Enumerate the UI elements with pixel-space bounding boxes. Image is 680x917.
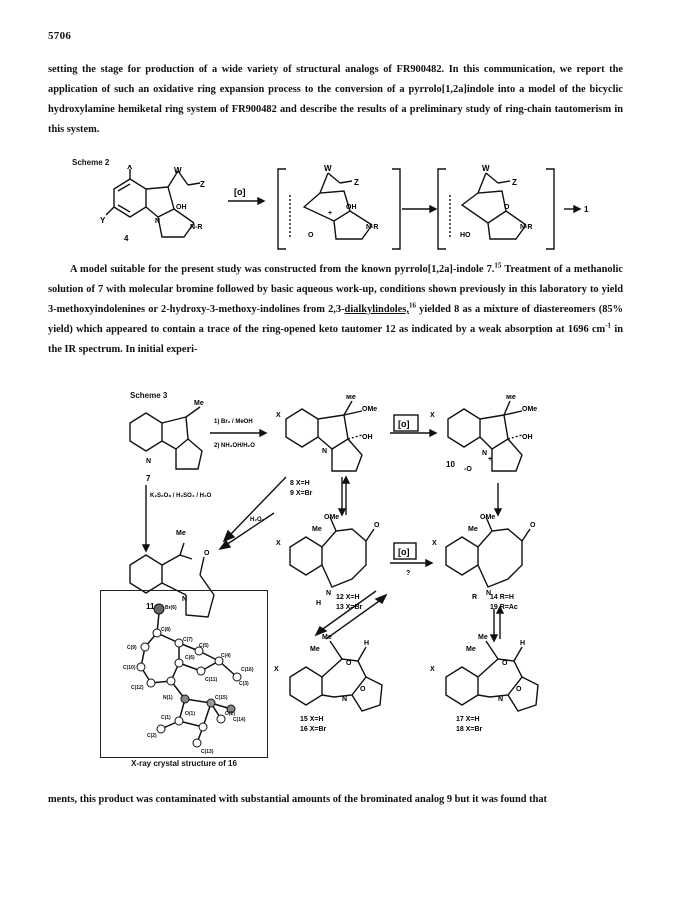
s2-oh2: OH: [346, 204, 357, 211]
s2-product: 1: [584, 205, 589, 214]
compound-8: 8 X=H: [290, 480, 310, 487]
xray-atom-o2: O(2): [225, 711, 235, 717]
s2-z3: Z: [512, 178, 517, 187]
compound-18: 18 X=Br: [456, 726, 483, 733]
s3-14-me: Me: [468, 526, 478, 533]
xray-atom-br6: Br(6): [165, 605, 177, 611]
paragraph-intro-text: setting the stage for production of a wide variety of structural analogs of FR900482. In this communication, we report the application of such an oxidative ring expansion process to the conversion of a pyrrolo[1,2a]indole into a model of the bicyclic hydroxylamine hemiketal ring system of FR900482 and describe the results of a preliminary study of ring-chain tautomerism in this system.: [48, 64, 623, 135]
s3-17-x: X: [430, 666, 435, 673]
xray-atom-n1: N(1): [163, 695, 173, 701]
reagent-oxidant-2: [o]: [398, 547, 410, 557]
xray-atom-c4: C(4): [221, 653, 231, 659]
superscript-minus-one: -1: [605, 321, 612, 330]
s3-12-o: O: [374, 522, 380, 529]
reagent-peroxide: H₂O₂: [250, 517, 265, 523]
xray-atom-o1: O(1): [185, 711, 195, 717]
compound-14: 14 R=H: [490, 594, 514, 601]
s2-reagent: [o]: [234, 187, 246, 197]
s3-8-me: Me: [346, 395, 356, 401]
s3-10-o: -O: [464, 466, 472, 473]
ref-15: 15: [494, 261, 502, 270]
xray-caption: X-ray crystal structure of 16: [131, 759, 237, 768]
s2-o3: O: [504, 204, 510, 211]
s3-14-ome: OMe: [480, 514, 496, 521]
p2-text-2: Treatment of a methanolic solution of 7 with molecular bromine followed by basic aqueous work-up, conditions shown previously in this laboratory to yield 3-methoxyindolenines or 2-hydroxy-3-methoxy-indolines from 2,3-: [48, 264, 623, 315]
s3-12-h: H: [316, 600, 322, 607]
xray-atom-c14: C(14): [233, 717, 246, 723]
s3-8-x: X: [276, 412, 281, 419]
p2-text-4: in the IR spectrum. In initial experi-: [48, 324, 623, 355]
compound-17: 17 X=H: [456, 716, 480, 723]
xray-atom-c9: C(9): [127, 645, 137, 651]
s2-ho: HO: [460, 232, 471, 239]
s3-8-ome: OMe: [362, 406, 378, 413]
compound-9: 9 X=Br: [290, 490, 313, 497]
s3-7-n: N: [146, 458, 152, 465]
s3-17-n: N: [498, 696, 504, 703]
scheme3-label: Scheme 3: [130, 391, 168, 400]
s3-17-o: O: [502, 660, 508, 667]
xray-atom-c11: C(11): [205, 677, 218, 683]
compound-19: 19 R=Ac: [490, 604, 518, 611]
s3-17-h: H: [520, 640, 526, 647]
s3-10-me: Me: [506, 395, 516, 401]
s2-nr: N-R: [190, 224, 203, 231]
s3-12-x: X: [276, 540, 281, 547]
compound-11: 11: [146, 602, 155, 611]
page-number: 5706: [48, 30, 72, 42]
s3-15-me2: Me: [310, 646, 320, 653]
s2-x: X: [127, 165, 133, 171]
s3-7-me: Me: [194, 400, 204, 407]
s3-11-n: N: [182, 596, 188, 603]
ref-16: 16: [408, 301, 416, 310]
s2-n: N: [155, 218, 161, 225]
s3-14-x: X: [432, 540, 437, 547]
s2-w3: W: [482, 165, 490, 173]
xray-atom-c8: C(8): [161, 627, 171, 633]
xray-atom-c5: C(5): [199, 643, 209, 649]
compound-13: 13 X=Br: [336, 604, 363, 611]
s2-compound: 4: [124, 234, 129, 243]
s3-14-n: N: [486, 590, 492, 597]
compound-10: 10: [446, 460, 455, 469]
s3-14-r: R: [472, 594, 478, 601]
s3-10-n: N: [482, 450, 488, 457]
xray-atom-c7: C(7): [183, 637, 193, 643]
s3-12-n: N: [326, 590, 332, 597]
p2-text-1: A model suitable for the present study was constructed from the known pyrrolo[1,2a]-indole 7.: [70, 264, 495, 275]
xray-atom-c13: C(13): [201, 749, 214, 755]
scheme2-label: Scheme 2: [72, 158, 110, 167]
s3-11-o: O: [204, 550, 210, 557]
s3-17-o2: O: [516, 686, 522, 693]
s3-11-me: Me: [176, 530, 186, 537]
reagent-step2: 2) NH₄OH/H₂O: [214, 443, 255, 449]
s3-8-oh: OH: [362, 434, 373, 441]
s3-15-x: X: [274, 666, 279, 673]
s2-oh: OH: [176, 204, 187, 211]
xray-atom-c1: C(1): [161, 715, 171, 721]
s3-15-h: H: [364, 640, 370, 647]
reagent-step1: 1) Br₂ / MeOH: [214, 419, 253, 425]
s3-17-me2: Me: [466, 646, 476, 653]
xray-atom-c2: C(2): [147, 733, 157, 739]
s2-w2: W: [324, 165, 332, 173]
s3-15-n: N: [342, 696, 348, 703]
xray-atom-c12: C(12): [131, 685, 144, 691]
reagent-question: ?: [406, 570, 411, 577]
xray-structure-figure: [100, 590, 268, 758]
s2-w: W: [174, 166, 182, 175]
s3-12-me: Me: [312, 526, 322, 533]
xray-atom-c3: C(3): [239, 681, 249, 687]
s3-15-o: O: [346, 660, 352, 667]
s3-10-ome: OMe: [522, 406, 538, 413]
s3-12-ome: OMe: [324, 514, 340, 521]
s3-8-n: N: [322, 448, 328, 455]
paragraph-model: [48, 260, 623, 360]
xray-atom-c15: C(15): [215, 695, 228, 701]
reagent-persulfate: K₂S₂O₈ / H₂SO₄ / H₂O: [150, 493, 212, 499]
xray-atom-c6: C(6): [185, 655, 195, 661]
p2-underlined: dialkylindoles,: [344, 304, 409, 315]
xray-atom-c10: C(10): [123, 665, 136, 671]
s3-14-o: O: [530, 522, 536, 529]
s2-nr2: N-R: [366, 224, 379, 231]
compound-7: 7: [146, 474, 151, 483]
compound-12: 12 X=H: [336, 594, 360, 601]
s3-10-oh: OH: [522, 434, 533, 441]
s2-nr3: N-R: [520, 224, 533, 231]
s2-z: Z: [200, 180, 205, 189]
paragraph-continuation: [48, 790, 623, 810]
s3-15-o2: O: [360, 686, 366, 693]
reagent-oxidant: [o]: [398, 419, 410, 429]
paragraph-intro: [48, 60, 623, 140]
p2-text-3: yielded 8 as a mixture of diastereomers (85% yield) which appeared to contain a trace of the ring-opened keto tautomer 12 as indicated by a weak absorption at 1696 cm: [48, 304, 623, 335]
xray-atom-c16: C(16): [241, 667, 254, 673]
s3-10-plus: +: [488, 456, 493, 463]
s2-z2: Z: [354, 178, 359, 187]
compound-16: 16 X=Br: [300, 726, 327, 733]
s3-15-me: Me: [322, 634, 332, 641]
paragraph-continuation-text: ments, this product was contaminated with substantial amounts of the brominated analog 9 but it was found that: [48, 794, 548, 805]
s3-17-me: Me: [478, 634, 488, 641]
compound-15: 15 X=H: [300, 716, 324, 723]
s3-10-x: X: [430, 412, 435, 419]
scheme2-diagram: [100, 165, 590, 255]
xray-structure-drawing: [101, 591, 267, 757]
s2-y: Y: [100, 216, 106, 225]
s2-minus-o: O: [308, 232, 314, 239]
s2-plus: +: [328, 210, 333, 217]
